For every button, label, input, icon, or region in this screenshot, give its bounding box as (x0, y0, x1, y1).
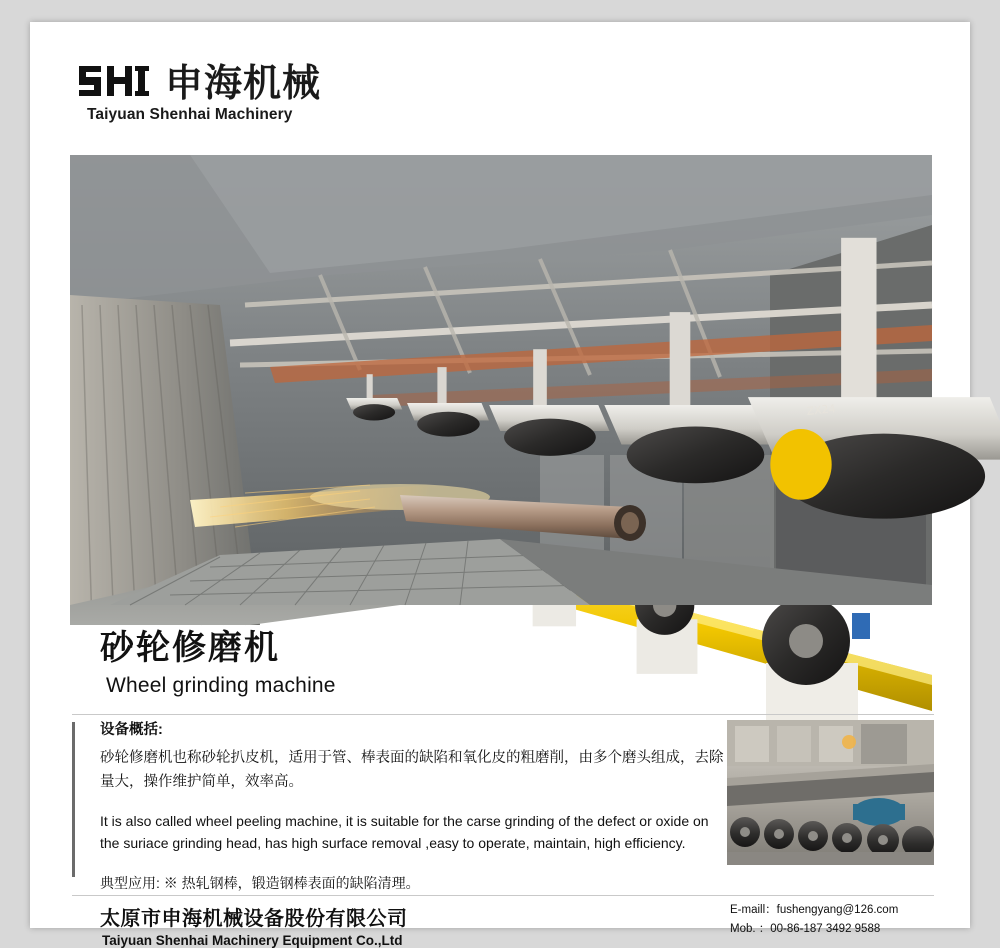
contact-email[interactable]: E-maill：fushengyang@126.com (730, 904, 899, 916)
divider-footer (72, 895, 934, 896)
company-name-en: Taiyuan Shenhai Machinery Equipment Co.,Ltd (102, 933, 403, 948)
divider-top (72, 714, 934, 715)
overview-block (100, 718, 725, 894)
company-name-cn: 太原市申海机械设备股份有限公司 (100, 908, 408, 930)
contact-mobile[interactable]: Mob. ：00-86-187 3492 9588 (730, 923, 881, 935)
accent-bar (72, 722, 75, 877)
application-line: 典型应用: ※ 热轧钢棒，锻造钢棒表面的缺陷清理。 (100, 875, 420, 891)
brand-name-cn: 申海机械 (165, 63, 322, 105)
product-title-cn: 砂轮修磨机 (100, 629, 280, 667)
overview-text-en: It is also called wheel peeling machine, it is suitable for the carse grinding of the defect or oxide on the suriace grinding head, has high surface removal ,easy to operate, maintain, high efficiency. (100, 813, 709, 851)
page-header (75, 58, 575, 148)
brochure-page (30, 22, 970, 948)
hero-photo (70, 155, 932, 605)
overview-text-cn: 砂轮修磨机也称砂轮扒皮机，适用于管、棒表面的缺陷和氧化皮的粗磨削，由多个磨头组成，去除量大，操作维护简单，效率高。 (100, 750, 724, 790)
shenhai-sh-monogram-icon (75, 58, 155, 102)
brand-name-en: Taiyuan Shenhai Machinery (87, 106, 293, 123)
overview-label: 设备概括: (100, 722, 163, 738)
hero-caption-tag: ZX24 (805, 402, 837, 418)
logo-lockup (75, 58, 575, 105)
contact-block (730, 901, 940, 939)
detail-photo (727, 720, 934, 865)
product-title-en: Wheel grinding machine (106, 674, 336, 697)
